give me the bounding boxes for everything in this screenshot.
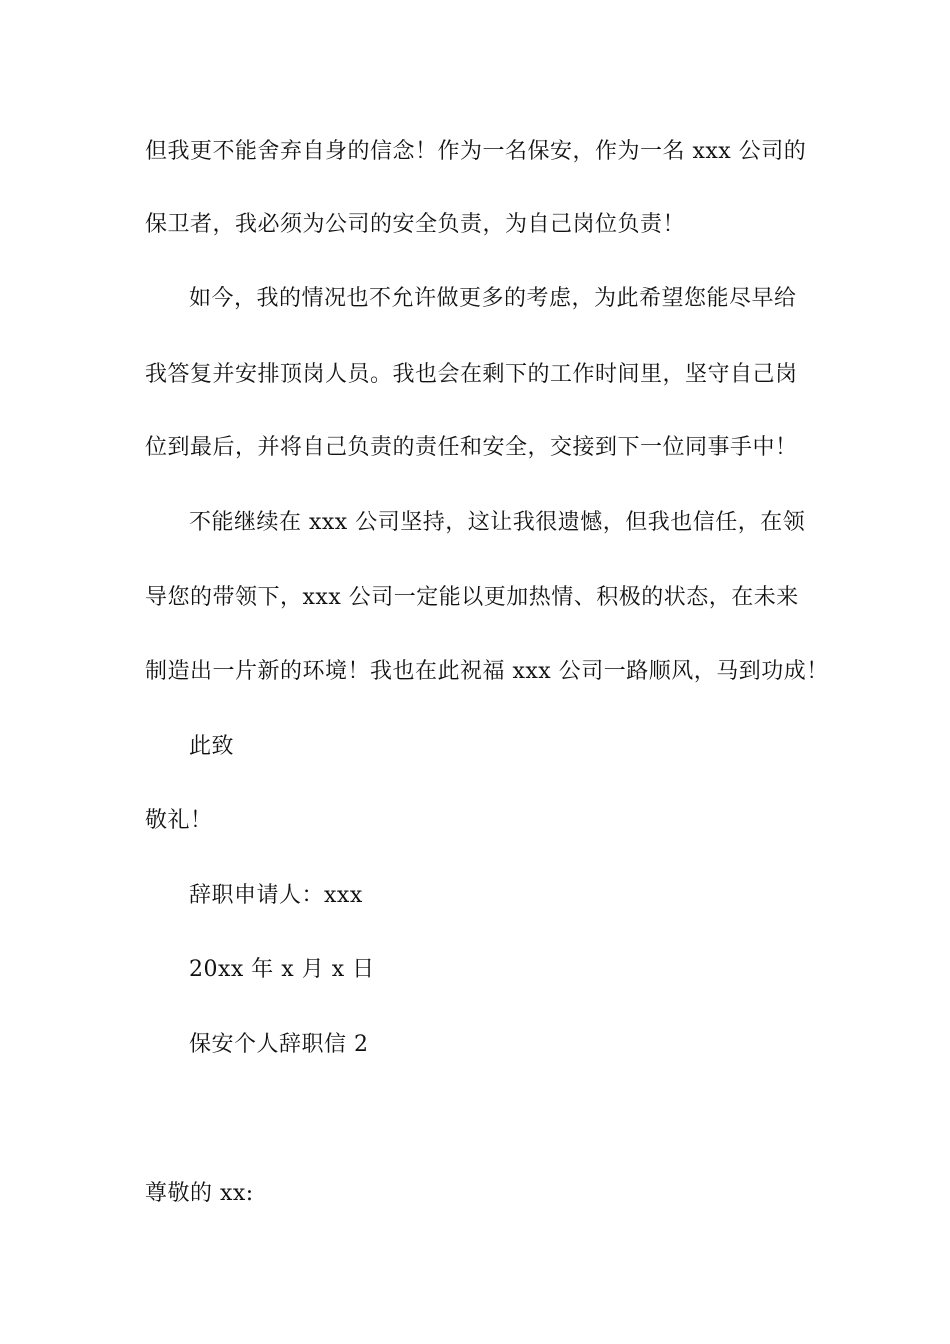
paragraph-line: 但我更不能舍弃自身的信念！作为一名保安，作为一名 xxx 公司的 bbox=[145, 139, 807, 164]
paragraph-line: 制造出一片新的环境！我也在此祝福 xxx 公司一路顺风，马到功成！ bbox=[145, 659, 829, 684]
closing-regards: 敬礼！ bbox=[145, 808, 213, 833]
section-title: 保安个人辞职信 2 bbox=[189, 1032, 369, 1057]
applicant-signature: 辞职申请人：xxx bbox=[189, 883, 363, 908]
paragraph-line: 位到最后，并将自己负责的责任和安全，交接到下一位同事手中！ bbox=[145, 435, 798, 460]
paragraph-line: 如今，我的情况也不允许做更多的考虑，为此希望您能尽早给 bbox=[189, 286, 797, 311]
paragraph-line: 导您的带领下，xxx 公司一定能以更加热情、积极的状态，在未来 bbox=[145, 585, 799, 610]
paragraph-line: 我答复并安排顶岗人员。我也会在剩下的工作时间里，坚守自己岗 bbox=[145, 362, 798, 387]
paragraph-line: 保卫者，我必须为公司的安全负责，为自己岗位负责！ bbox=[145, 212, 686, 237]
letter-date: 20xx 年 x 月 x 日 bbox=[189, 957, 375, 982]
closing-salutation: 此致 bbox=[189, 734, 235, 759]
paragraph-line: 不能继续在 xxx 公司坚持，这让我很遗憾，但我也信任，在领 bbox=[189, 510, 806, 535]
letter-greeting: 尊敬的 xx: bbox=[145, 1181, 254, 1206]
